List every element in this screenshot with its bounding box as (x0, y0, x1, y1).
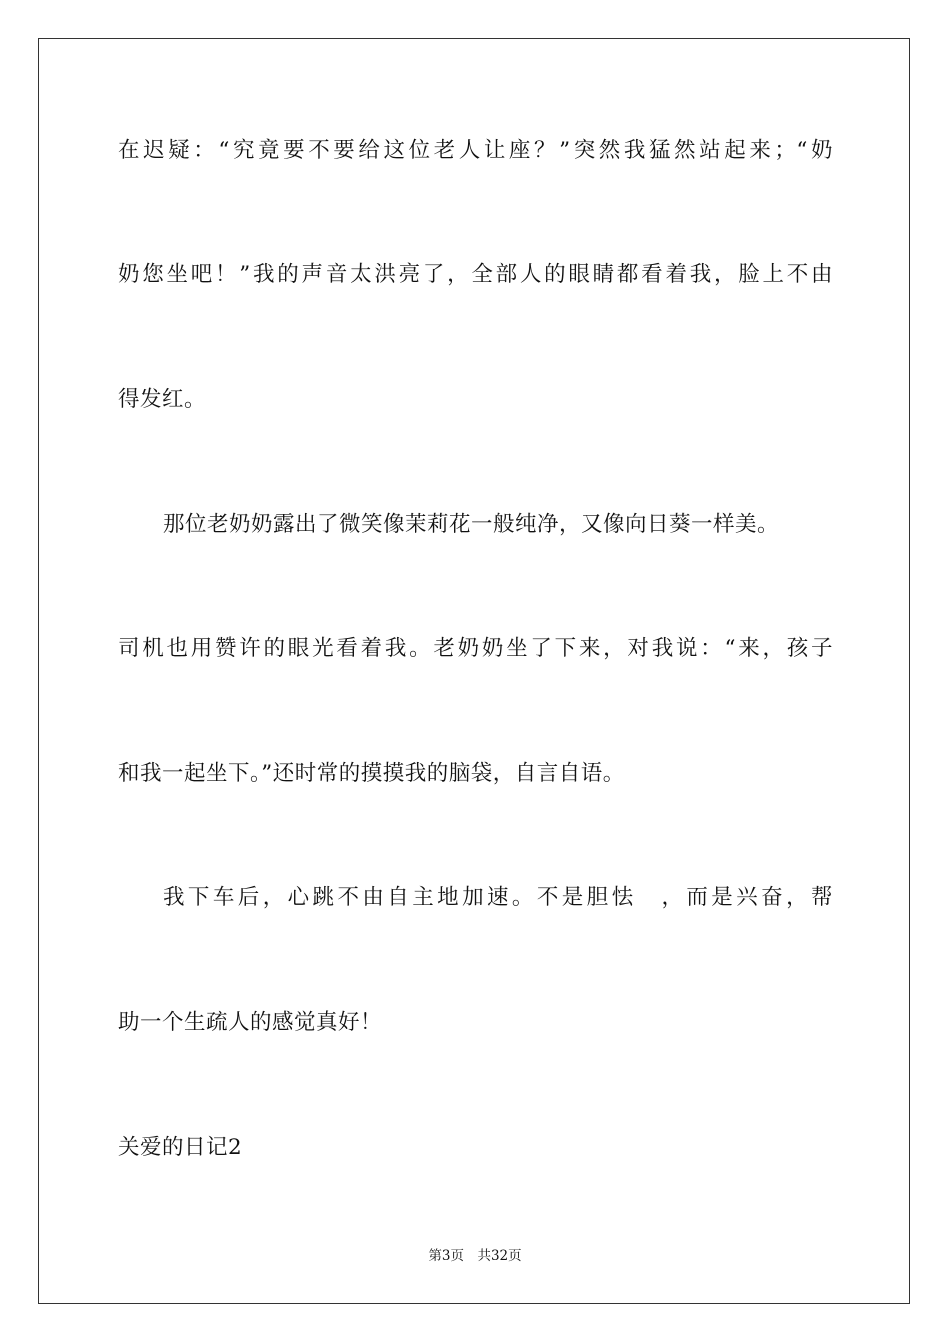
paragraph-line-3: 得发红。 (118, 387, 207, 412)
paragraph-line-7: 我下车后，心跳不由自主地加速。不是胆怯 ，而是兴奋，帮 (163, 885, 833, 910)
paragraph-line-1: 在迟疑：“究竟要不要给这位老人让座？”突然我猛然站起来；“奶 (118, 138, 833, 163)
paragraph-line-2: 奶您坐吧！”我的声音太洪亮了，全部人的眼睛都看着我，脸上不由 (118, 262, 833, 287)
paragraph-line-6: 和我一起坐下。”还时常的摸摸我的脑袋，自言自语。 (118, 761, 625, 786)
page-border (38, 38, 910, 1304)
paragraph-line-8: 助一个生疏人的感觉真好！ (118, 1010, 383, 1035)
page-number: 第3页 共32页 (428, 1248, 522, 1264)
paragraph-line-5: 司机也用赞许的眼光看着我。老奶奶坐了下来，对我说：“来，孩子 (118, 636, 833, 661)
page-footer (0, 1247, 950, 1265)
section-heading: 关爱的日记2 (118, 1135, 243, 1160)
paragraph-line-4: 那位老奶奶露出了微笑像茉莉花一般纯净，又像向日葵一样美。 (163, 512, 780, 537)
